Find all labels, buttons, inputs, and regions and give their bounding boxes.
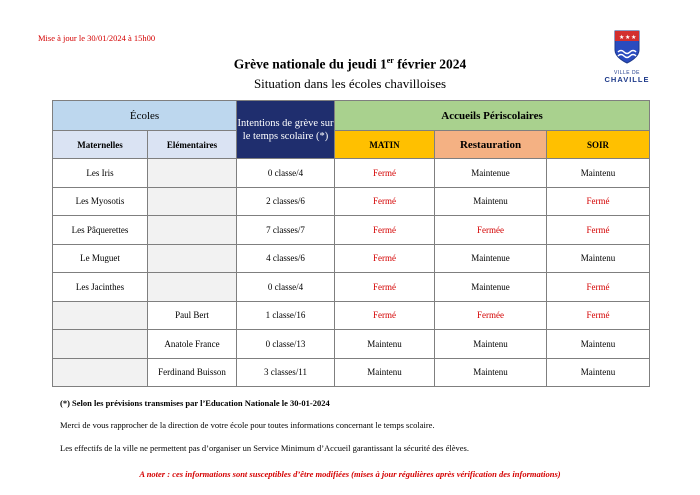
cell-restauration: Fermée bbox=[435, 216, 547, 245]
cell-intentions: 3 classes/11 bbox=[237, 358, 335, 387]
header-ecoles: Écoles bbox=[53, 101, 237, 131]
cell-maternelle: Les Jacinthes bbox=[53, 273, 148, 302]
cell-elementaire: Paul Bert bbox=[148, 301, 237, 330]
cell-intentions: 4 classes/6 bbox=[237, 244, 335, 273]
footnote: (*) Selon les prévisions transmises par l’Education Nationale le 30-01-2024 bbox=[60, 398, 330, 408]
note-contact: Merci de vous rapprocher de la direction de votre école pour toutes informations concernant le temps scolaire. bbox=[60, 420, 435, 430]
cell-matin: Fermé bbox=[335, 159, 435, 188]
header-accueils: Accueils Périscolaires bbox=[335, 101, 650, 131]
cell-maternelle bbox=[53, 358, 148, 387]
cell-restauration: Maintenu bbox=[435, 187, 547, 216]
table-body bbox=[53, 159, 650, 387]
table-row bbox=[53, 273, 650, 302]
page-title: Grève nationale du jeudi 1er février 2024 bbox=[233, 56, 467, 72]
svg-text:★: ★ bbox=[625, 34, 631, 41]
page-subtitle: Situation dans les écoles chavilloises bbox=[253, 76, 447, 91]
cell-intentions: 0 classe/4 bbox=[237, 159, 335, 188]
cell-restauration: Maintenue bbox=[435, 244, 547, 273]
cell-matin: Maintenu bbox=[335, 330, 435, 359]
cell-elementaire bbox=[148, 187, 237, 216]
cell-soir: Maintenu bbox=[547, 244, 650, 273]
cell-maternelle: Les Pâquerettes bbox=[53, 216, 148, 245]
header-elementaires: Elémentaires bbox=[148, 131, 237, 159]
table-row bbox=[53, 301, 650, 330]
table-row bbox=[53, 330, 650, 359]
cell-maternelle: Les Myosotis bbox=[53, 187, 148, 216]
svg-text:★: ★ bbox=[631, 34, 637, 41]
table-row bbox=[53, 159, 650, 188]
cell-maternelle: Le Muguet bbox=[53, 244, 148, 273]
header-maternelles: Maternelles bbox=[53, 131, 148, 159]
cell-elementaire: Anatole France bbox=[148, 330, 237, 359]
cell-restauration: Maintenu bbox=[435, 358, 547, 387]
cell-intentions: 1 classe/16 bbox=[237, 301, 335, 330]
cell-matin: Maintenu bbox=[335, 358, 435, 387]
cell-soir: Maintenu bbox=[547, 358, 650, 387]
table-row bbox=[53, 187, 650, 216]
cell-restauration: Maintenue bbox=[435, 159, 547, 188]
logo-name-text: CHAVILLE bbox=[604, 75, 650, 84]
warning-note: A noter : ces informations sont susceptibles d’être modifiées (mises à jour régulières après vérification des informations) bbox=[139, 469, 561, 479]
note-service: Les effectifs de la ville ne permettent pas d’organiser un Service Minimum d’Accueil garantissant la sécurité des élèves. bbox=[60, 443, 469, 453]
cell-restauration: Maintenu bbox=[435, 330, 547, 359]
cell-restauration: Fermée bbox=[435, 301, 547, 330]
cell-soir: Fermé bbox=[547, 301, 650, 330]
schools-status-table bbox=[52, 100, 650, 387]
header-intentions: Intentions de grève sur le temps scolaire (*) bbox=[237, 101, 335, 159]
cell-intentions: 0 classe/13 bbox=[237, 330, 335, 359]
svg-text:★: ★ bbox=[619, 34, 625, 41]
header-matin: MATIN bbox=[335, 131, 435, 159]
cell-matin: Fermé bbox=[335, 216, 435, 245]
update-notice: Mise à jour le 30/01/2024 à 15h00 bbox=[38, 33, 156, 43]
cell-matin: Fermé bbox=[335, 273, 435, 302]
table-row bbox=[53, 358, 650, 387]
cell-soir: Fermé bbox=[547, 273, 650, 302]
cell-matin: Fermé bbox=[335, 244, 435, 273]
cell-maternelle bbox=[53, 330, 148, 359]
cell-soir: Maintenu bbox=[547, 330, 650, 359]
cell-elementaire bbox=[148, 273, 237, 302]
cell-elementaire bbox=[148, 159, 237, 188]
cell-matin: Fermé bbox=[335, 187, 435, 216]
cell-elementaire bbox=[148, 216, 237, 245]
cell-elementaire bbox=[148, 244, 237, 273]
header-restauration: Restauration bbox=[435, 131, 547, 159]
cell-soir: Fermé bbox=[547, 187, 650, 216]
cell-matin: Fermé bbox=[335, 301, 435, 330]
cell-intentions: 2 classes/6 bbox=[237, 187, 335, 216]
cell-restauration: Maintenue bbox=[435, 273, 547, 302]
cell-intentions: 0 classe/4 bbox=[237, 273, 335, 302]
table-row bbox=[53, 244, 650, 273]
cell-elementaire: Ferdinand Buisson bbox=[148, 358, 237, 387]
table-row bbox=[53, 216, 650, 245]
cell-soir: Fermé bbox=[547, 216, 650, 245]
cell-maternelle bbox=[53, 301, 148, 330]
cell-soir: Maintenu bbox=[547, 159, 650, 188]
cell-intentions: 7 classes/7 bbox=[237, 216, 335, 245]
logo-ville-text: VILLE DE bbox=[614, 70, 640, 76]
cell-maternelle: Les Iris bbox=[53, 159, 148, 188]
header-soir: SOIR bbox=[547, 131, 650, 159]
